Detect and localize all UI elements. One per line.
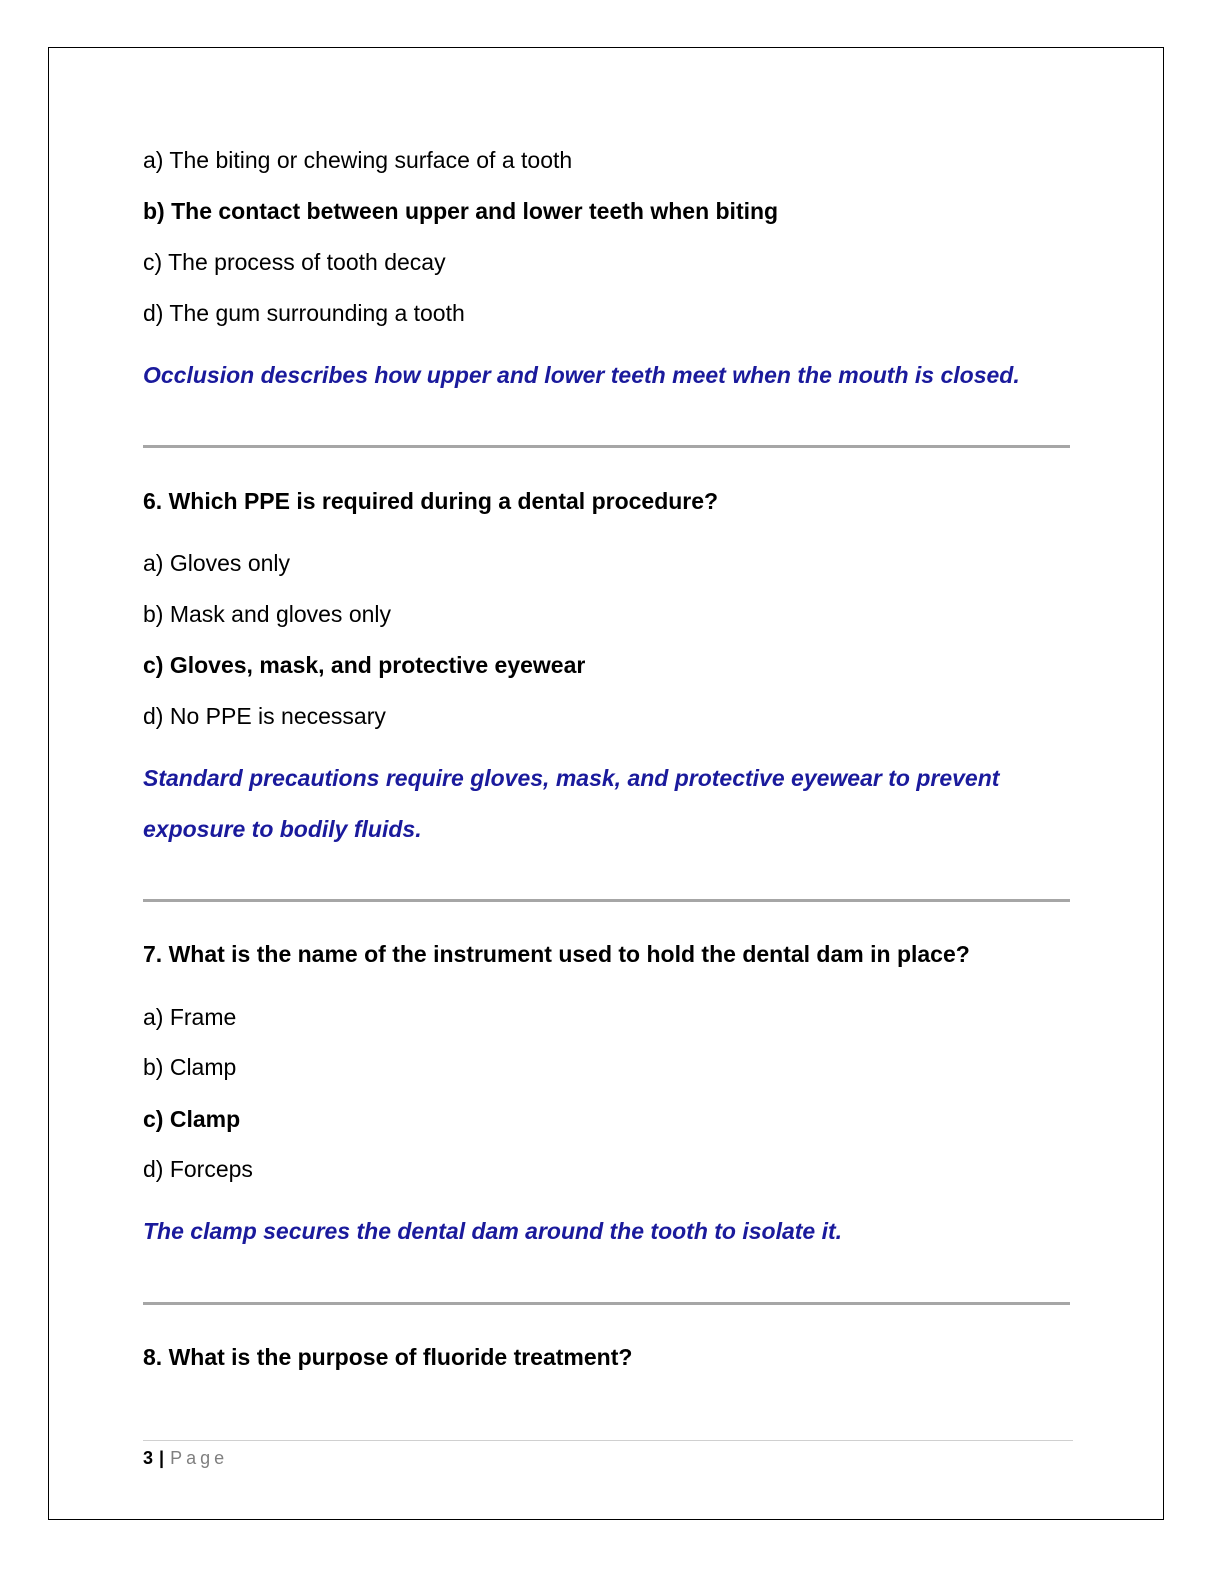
q6-explanation-line-1: Standard precautions require gloves, mask, and protective eyewear to prevent [143, 765, 1000, 791]
q6-option-d: d) No PPE is necessary [143, 703, 386, 729]
q5-option-a: a) The biting or chewing surface of a tooth [143, 147, 573, 173]
q5-option-c: c) The process of tooth decay [143, 249, 446, 275]
q6-option-c-correct: c) Gloves, mask, and protective eyewear [143, 652, 586, 678]
q5-explanation: Occlusion describes how upper and lower teeth meet when the mouth is closed. [143, 362, 1020, 388]
q7-explanation: The clamp secures the dental dam around the tooth to isolate it. [143, 1218, 843, 1244]
q6-question: 6. Which PPE is required during a dental procedure? [143, 488, 719, 514]
q7-option-c-correct: c) Clamp [143, 1106, 241, 1132]
q6-explanation-line-2: exposure to bodily fluids. [143, 816, 422, 842]
q8-question: 8. What is the purpose of fluoride treatment? [143, 1344, 633, 1370]
q5-option-b-correct: b) The contact between upper and lower teeth when biting [143, 198, 779, 224]
page-footer [143, 1446, 228, 1470]
q7-option-a: a) Frame [143, 1004, 237, 1030]
divider [143, 445, 1070, 448]
q6-option-a: a) Gloves only [143, 550, 291, 576]
page-number: 3 [143, 1448, 154, 1468]
footer-separator: | [159, 1448, 165, 1468]
q7-option-d: d) Forceps [143, 1156, 253, 1182]
footer-rule [143, 1440, 1073, 1441]
page-label: Page [170, 1448, 229, 1468]
q7-question: 7. What is the name of the instrument used to hold the dental dam in place? [143, 941, 970, 967]
divider [143, 899, 1070, 902]
divider [143, 1302, 1070, 1305]
q7-option-b: b) Clamp [143, 1054, 237, 1080]
q6-option-b: b) Mask and gloves only [143, 601, 392, 627]
q5-option-d: d) The gum surrounding a tooth [143, 300, 465, 326]
